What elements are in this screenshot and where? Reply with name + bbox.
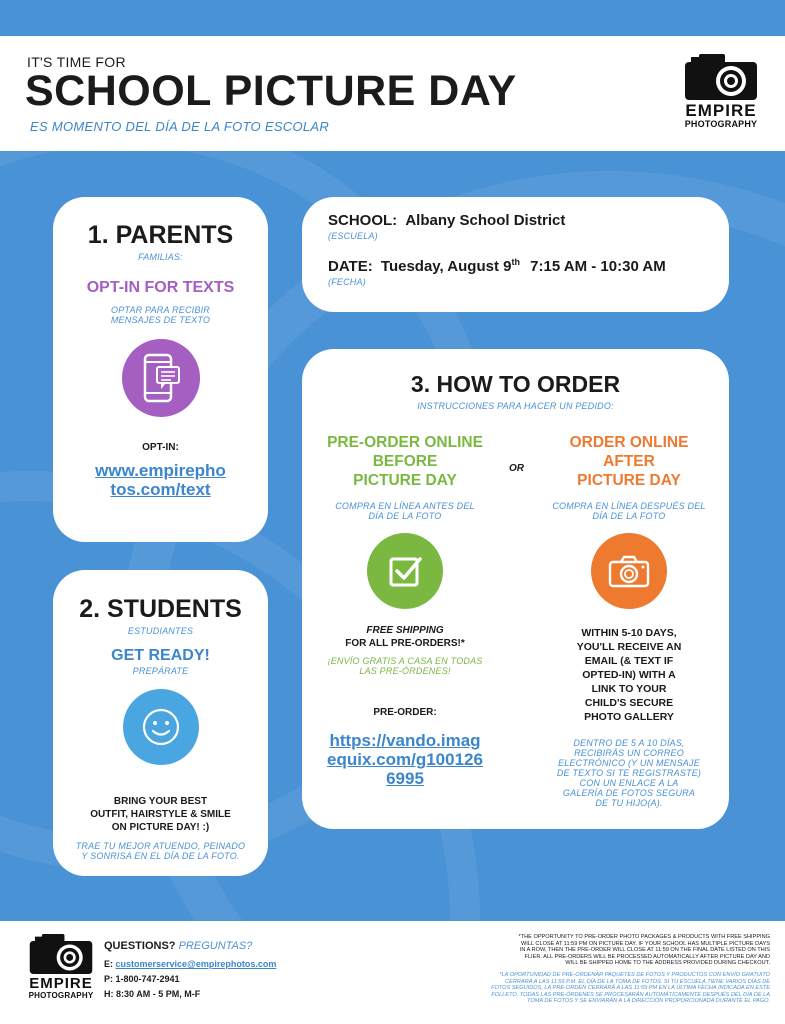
students-body-es xyxy=(53,841,268,861)
post-order-body-es-line-6: GALERÍA DE FOTOS SEGURA xyxy=(562,788,696,798)
opt-in-link-line-1: www.empirepho xyxy=(95,461,226,480)
students-body xyxy=(53,795,268,834)
students-body-line-3: ON PICTURE DAY! :) xyxy=(111,822,210,833)
parents-title-es: FAMILIAS: xyxy=(138,252,183,262)
post-order-body-line-7: PHOTO GALLERY xyxy=(584,711,674,723)
school-label-es: (ESCUELA) xyxy=(328,231,378,241)
get-ready-heading-es: PREPÁRATE xyxy=(132,666,189,676)
pre-order-heading-3: PICTURE DAY xyxy=(353,472,457,489)
logo-sub: PHOTOGRAPHY xyxy=(684,119,758,129)
page-title: SCHOOL PICTURE DAY xyxy=(25,67,517,115)
pre-order-link-line-1: https://vando.imag xyxy=(329,731,481,750)
post-order-heading-es-2: DÍA DE LA FOTO xyxy=(592,511,666,521)
date-label: DATE: xyxy=(328,258,373,275)
post-order-body-es-line-3: ELECTRÓNICO (Y UN MENSAJE xyxy=(558,758,700,768)
pre-order-heading-es xyxy=(310,501,500,521)
disclaimer-en-line-2: WILL CLOSE AT 11:59 PM ON PICTURE DAY. IF YOUR SCHOOL HAS MULTIPLE PICTURE DAYS xyxy=(521,940,770,947)
post-order-heading xyxy=(534,433,724,490)
free-shipping xyxy=(310,624,500,650)
post-order-body-line-5: LINK TO YOUR xyxy=(591,683,667,695)
students-title-es: ESTUDIANTES xyxy=(127,626,194,636)
post-order-body xyxy=(534,626,724,724)
school-label: SCHOOL: xyxy=(328,212,398,229)
pre-order-link[interactable] xyxy=(310,731,500,788)
contact-phone xyxy=(104,974,180,984)
smiley-face-icon xyxy=(123,689,199,765)
page-subtitle: ES MOMENTO DEL DÍA DE LA FOTO ESCOLAR xyxy=(30,119,330,134)
disclaimer-es-line-2: CERRARÁ A LAS 11:59 P.M. EL DÍA DE LA TOMA DE FOTOS. SI TU ESCUELA TIENE VARIOS DÍAS DE xyxy=(505,978,770,985)
how-to-order-title-es: INSTRUCCIONES PARA HACER UN PEDIDO: xyxy=(417,401,614,411)
how-to-order-title: 3. HOW TO ORDER xyxy=(410,371,621,397)
disclaimer-es xyxy=(460,972,770,1005)
post-order-body-es-line-4: DE TEXTO SI TE REGISTRASTE) xyxy=(556,768,702,778)
free-shipping-es-line-2: LAS PRE-ÓRDENES! xyxy=(359,666,451,676)
opt-in-link[interactable] xyxy=(53,461,268,499)
email-label: E: xyxy=(104,959,113,969)
date-label-es: (FECHA) xyxy=(328,277,366,287)
post-order-heading-2: AFTER xyxy=(603,453,655,470)
header-kicker: IT'S TIME FOR xyxy=(27,54,126,70)
post-order-body-line-3: EMAIL (& TEXT IF xyxy=(584,655,674,667)
phone-label: P: xyxy=(104,974,113,984)
post-order-heading-es-1: COMPRA EN LÍNEA DESPUÉS DEL xyxy=(552,501,706,511)
post-order-body-es xyxy=(534,738,724,808)
hours-label: H: xyxy=(104,989,114,999)
phone-value: 1-800-747-2941 xyxy=(115,974,180,984)
free-shipping-es-line-1: ¡ENVÍO GRATIS A CASA EN TODAS xyxy=(327,656,483,666)
post-order-column xyxy=(534,433,724,808)
post-order-heading-es xyxy=(534,501,724,521)
logo-brand: EMPIRE xyxy=(685,101,757,120)
pre-order-label: PRE-ORDER: xyxy=(373,707,437,718)
empire-logo-footer xyxy=(26,932,96,1001)
contact-email xyxy=(104,959,276,969)
pre-order-link-line-2: equix.com/g100126 xyxy=(327,750,483,769)
post-order-body-line-4: OPTED-IN) WITH A xyxy=(582,669,676,681)
time-value: 7:15 AM - 10:30 AM xyxy=(530,258,666,275)
students-body-line-1: BRING YOUR BEST xyxy=(113,796,208,807)
disclaimer-en xyxy=(460,934,770,967)
post-order-body-line-2: YOU'LL RECEIVE AN xyxy=(576,641,682,653)
post-order-body-es-line-2: RECIBIRÁS UN CORREO xyxy=(574,748,684,758)
free-shipping-line-1: FREE SHIPPING xyxy=(366,625,444,636)
post-order-heading-3: PICTURE DAY xyxy=(577,472,681,489)
disclaimer-es-line-5: TOMA DE FOTOS Y SE ENVIARÁN A LA DIRECCIÓN PROPORCIONADA DURANTE EL PAGO. xyxy=(527,998,770,1005)
pre-order-heading xyxy=(310,433,500,490)
top-band xyxy=(0,0,785,36)
phone-message-icon xyxy=(122,339,200,417)
header xyxy=(0,36,785,151)
disclaimer-en-line-3: IN A ROW, THEN THE PRE-ORDER WILL CLOSE AT 11:59 ON THE FINAL DATE LISTED ON THIS xyxy=(519,947,770,954)
date-suffix: th xyxy=(511,257,520,267)
hours-value: 8:30 AM - 5 PM, M-F xyxy=(116,989,201,999)
students-title: 2. STUDENTS xyxy=(79,595,242,623)
pre-order-column xyxy=(310,433,500,788)
how-to-order-card xyxy=(302,349,729,829)
opt-in-link-line-2: tos.com/text xyxy=(110,480,211,499)
questions-label-es: PREGUNTAS? xyxy=(178,940,253,952)
school-info-card xyxy=(302,197,729,312)
students-body-es-line-1: TRAE TU MEJOR ATUENDO, PEINADO xyxy=(75,841,246,851)
students-body-es-line-2: Y SONRISA EN EL DÍA DE LA FOTO. xyxy=(81,851,240,861)
parents-title: 1. PARENTS xyxy=(87,221,234,249)
post-order-body-es-line-1: DENTRO DE 5 A 10 DÍAS, xyxy=(573,738,685,748)
empire-logo xyxy=(676,52,766,129)
opt-in-heading-es-2: MENSAJES DE TEXTO xyxy=(110,315,211,325)
disclaimer-es-line-4: FOLLETO. TODAS LAS PRE-ÓRDENES SE PROCESARÁN AUTOMÁTICAMENTE DESPUÉS DEL DÍA DE LA xyxy=(491,991,770,998)
pre-order-heading-es-2: DÍA DE LA FOTO xyxy=(368,511,442,521)
get-ready-heading: GET READY! xyxy=(111,647,210,664)
camera-icon xyxy=(591,533,667,609)
pre-order-heading-es-1: COMPRA EN LÍNEA ANTES DEL xyxy=(335,501,475,511)
opt-in-heading: OPT-IN FOR TEXTS xyxy=(86,279,235,296)
students-card xyxy=(53,570,268,876)
pre-order-link-line-3: 6995 xyxy=(386,769,424,788)
disclaimer-en-line-5: WILL BE SHIPPED HOME TO THE ADDRESS PROVIDED DURING CHECKOUT. xyxy=(565,960,770,967)
logo-sub: PHOTOGRAPHY xyxy=(28,991,94,1000)
free-shipping-line-2: FOR ALL PRE-ORDERS!* xyxy=(345,638,465,649)
school-name: Albany School District xyxy=(405,212,566,229)
disclaimer-en-line-4: FLIER. ALL PRE-ORDERS WILL BE PROCESSED AUTOMATICALLY AFTER PICTURE DAY AND xyxy=(524,953,770,960)
parents-card xyxy=(53,197,268,542)
disclaimer-es-line-1: *LA OPORTUNIDAD DE PRE-ORDENAR PAQUETES DE FOTOS Y PRODUCTOS CON ENVÍO GRATUITO xyxy=(499,972,770,978)
school-line xyxy=(328,212,565,229)
date-value: Tuesday, August 9 xyxy=(380,258,512,275)
camera-logo-icon xyxy=(683,52,759,102)
students-body-line-2: OUTFIT, HAIRSTYLE & SMILE xyxy=(90,809,231,820)
disclaimer-en-line-1: *THE OPPORTUNITY TO PRE-ORDER PHOTO PACKAGES & PRODUCTS WITH FREE SHIPPING xyxy=(518,934,770,940)
post-order-body-line-1: WITHIN 5-10 DAYS, xyxy=(581,627,677,639)
pre-order-heading-2: BEFORE xyxy=(372,453,438,470)
questions-heading xyxy=(104,940,252,952)
opt-in-heading-es-1: OPTAR PARA RECIBIR xyxy=(111,305,210,315)
logo-brand: EMPIRE xyxy=(29,975,93,992)
contact-hours xyxy=(104,989,200,999)
pre-order-heading-1: PRE-ORDER ONLINE xyxy=(327,434,483,451)
disclaimer-es-line-3: FOTOS SEGUIDOS, LA PRE-ORDEN CERRARÁ A LAS 11:59 PM EN LA ÚLTIMA FECHA INDICADA EN ESTE xyxy=(491,985,770,992)
post-order-heading-1: ORDER ONLINE xyxy=(569,434,689,451)
post-order-body-es-line-7: DE TU HIJO(A). xyxy=(595,798,663,808)
email-link[interactable]: customerservice@empirephotos.com xyxy=(115,959,277,969)
or-separator: OR xyxy=(509,463,524,474)
post-order-body-line-6: CHILD'S SECURE xyxy=(584,697,674,709)
free-shipping-es xyxy=(310,656,500,676)
camera-logo-icon xyxy=(28,932,94,976)
checkbox-icon xyxy=(367,533,443,609)
date-line xyxy=(328,257,666,275)
opt-in-label: OPT-IN: xyxy=(142,442,179,453)
post-order-body-es-line-5: CON UN ENLACE A LA xyxy=(579,778,679,788)
questions-label: QUESTIONS? xyxy=(104,940,176,952)
